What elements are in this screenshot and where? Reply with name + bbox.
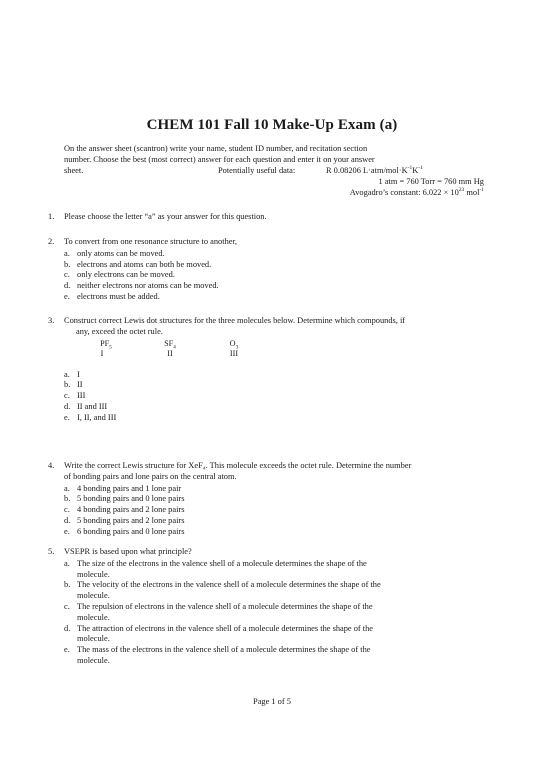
molecule-formula-row	[76, 339, 484, 349]
answer-option: d. 5 bonding pairs and 2 lone pairs	[64, 515, 185, 525]
question-number: 3.	[48, 316, 55, 325]
question-2	[48, 237, 484, 303]
answer-option: e. The mass of the electrons in the valence shell of a molecule determines the shape of the molecule.	[64, 645, 371, 665]
answer-option: b. 5 bonding pairs and 0 lone pairs	[64, 494, 185, 504]
answer-option: a. The size of the electrons in the valence shell of a molecule determines the shape of the molecule.	[64, 558, 367, 579]
molecule-formula: $SF_4$	[164, 338, 176, 351]
answer-option: c. III	[64, 391, 86, 401]
question-number: 5.	[48, 547, 55, 556]
question-number: 1.	[48, 212, 55, 221]
answer-option: b. II	[64, 380, 83, 390]
molecule-formula: $PF_5$	[100, 338, 112, 351]
molecule-label: II	[167, 348, 173, 358]
question-4	[48, 461, 484, 538]
answer-options	[64, 370, 484, 424]
question-1	[48, 212, 484, 223]
question-3	[48, 316, 484, 424]
question-text: Construct correct Lewis dot structures for the three molecules below. Determine which compounds, if any, exceed the octet rule.	[64, 316, 406, 336]
pressure-conversion: 1 atm = 760 Torr = 760 mm Hg	[378, 177, 484, 186]
avogadro-constant: Avogadro’s constant: $6.022 \times 10^{23}$ mol$^{-1}$	[349, 187, 484, 197]
answer-option: e. electrons must be added.	[64, 291, 160, 301]
answer-option: d. The attraction of electrons in the valence shell of a molecule determines the shape of the molecule.	[64, 623, 374, 644]
instructions-line-1: On the answer sheet (scantron) write your name, student ID number, and recitation section	[64, 144, 368, 153]
molecule-formula: $O_3$	[229, 338, 239, 351]
question-text: Please choose the letter “a” as your answer for this question.	[64, 212, 267, 221]
molecule-label: I	[100, 348, 104, 358]
answer-option: c. The repulsion of electrons in the valence shell of a molecule determines the shape of the molecule.	[64, 601, 373, 622]
exam-title: CHEM 101 Fall 10 Make-Up Exam (a)	[146, 117, 398, 133]
question-5	[48, 547, 484, 667]
answer-option: d. neither electrons nor atoms can be moved.	[64, 281, 219, 291]
question-number: 4.	[48, 461, 55, 470]
question-number: 2.	[48, 237, 55, 246]
answer-option: e. I, II, and III	[64, 412, 117, 422]
answer-option: d. II and III	[64, 401, 108, 411]
answer-option: b. electrons and atoms can both be moved.	[64, 259, 212, 269]
instructions-line-3	[64, 165, 484, 176]
answer-option: b. The velocity of the electrons in the valence shell of a molecule determines the shape of the molecule.	[64, 580, 381, 601]
answer-option: a. only atoms can be moved.	[64, 248, 165, 258]
instructions-line-2: number. Choose the best (most correct) answer for each question and enter it on your answer	[64, 155, 375, 164]
molecule-table	[76, 339, 484, 359]
answer-options	[64, 484, 484, 538]
question-text: VSEPR is based upon what principle?	[64, 547, 192, 556]
answer-option: a. 4 bonding pairs and 1 lone pair	[64, 483, 182, 493]
answer-option: e. 6 bonding pairs and 0 lone pairs	[64, 526, 185, 536]
answer-option: c. 4 bonding pairs and 2 lone pairs	[64, 505, 185, 515]
page-number: Page 1 of 5	[253, 697, 291, 706]
answer-options	[64, 559, 484, 667]
answer-options	[64, 249, 484, 303]
answer-option: a. I	[64, 369, 80, 379]
molecule-label-row	[76, 349, 484, 359]
question-text: Write the correct Lewis structure for XeF₄. This molecule exceeds the octet rule. Determine the number of bonding pairs and lone pairs on the central atom.	[64, 461, 412, 481]
molecule-label: III	[229, 348, 239, 358]
useful-data-label: Potentially useful data:	[218, 166, 296, 175]
instructions	[64, 143, 484, 198]
question-text: To convert from one resonance structure to another,	[64, 237, 238, 246]
instructions-sheet: sheet.	[64, 166, 84, 175]
answer-option: c. only electrons can be moved.	[64, 270, 175, 280]
gas-constant: R 0.08206 $L\cdot atm/mol\cdot K^{-1}K^{-1}$	[326, 165, 423, 175]
